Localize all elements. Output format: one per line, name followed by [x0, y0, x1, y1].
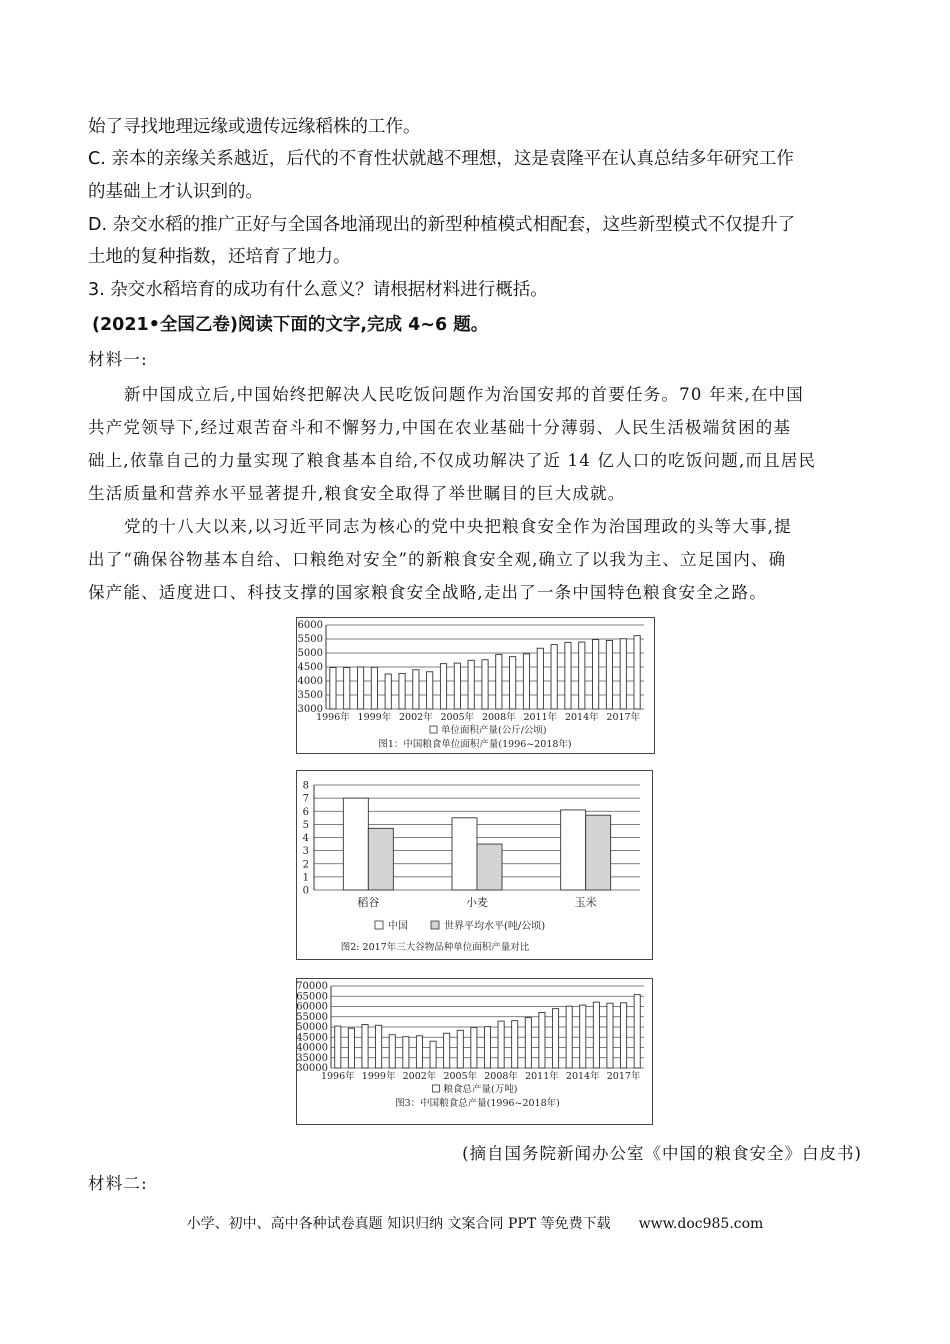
- y-tick-label: 2: [302, 859, 309, 871]
- footer-text: 小学、初中、高中各种试卷真题 知识归纳 文案合同 PPT 等免费下载: [186, 1216, 611, 1232]
- bar: [634, 995, 640, 1068]
- x-tick-label: 1996年: [316, 712, 350, 723]
- chart-caption: 图1：中国粮食单位面积产量(1996~2018年): [378, 739, 572, 750]
- x-tick-label: 小麦: [466, 896, 488, 909]
- bar: [551, 645, 557, 709]
- bar: [579, 642, 585, 709]
- bar: [482, 660, 488, 709]
- x-tick-label: 1999年: [357, 712, 392, 723]
- bar: [454, 663, 460, 709]
- bar: [512, 1021, 518, 1068]
- bar: [330, 668, 336, 709]
- bar: [427, 672, 433, 709]
- bar: [403, 1037, 409, 1068]
- legend-label: 中国: [388, 921, 408, 932]
- exam-heading: (2021•全国乙卷)阅读下面的文字,完成 4~6 题。: [92, 315, 489, 335]
- bar: [565, 642, 571, 709]
- y-tick-label: 35000: [297, 1052, 328, 1064]
- bar: [496, 654, 502, 709]
- legend-swatch: [431, 921, 439, 929]
- y-tick-label: 50000: [297, 1022, 328, 1033]
- bar: [607, 1003, 613, 1068]
- bar: [440, 664, 446, 709]
- y-tick-label: 55000: [297, 1011, 328, 1023]
- y-tick-label: 60000: [297, 1001, 328, 1013]
- x-tick-label: 2017年: [606, 712, 641, 723]
- bar: [413, 670, 419, 709]
- bar: [416, 1036, 422, 1068]
- y-tick-label: 65000: [297, 991, 328, 1003]
- bar: [537, 648, 543, 709]
- x-tick-label: 2002年: [402, 1071, 437, 1082]
- source-citation: (摘自国务院新闻办公室《中国的粮食安全》白皮书): [462, 1144, 862, 1163]
- para-1-line-1: 新中国成立后,中国始终把解决人民吃饭问题作为治国安邦的首要任务。70 年来,在中国: [124, 385, 804, 404]
- bar: [580, 1005, 586, 1068]
- y-tick-label: 4500: [297, 662, 323, 673]
- bar: [606, 640, 612, 709]
- y-tick-label: 5500: [297, 634, 323, 645]
- bar: [471, 1027, 477, 1068]
- x-tick-label: 2005年: [443, 1071, 478, 1082]
- x-tick-label: 2011年: [523, 712, 558, 723]
- x-tick-label: 稻谷: [357, 896, 380, 909]
- bar: [566, 1006, 572, 1068]
- bar: [620, 639, 626, 709]
- legend-swatch: [430, 726, 437, 733]
- option-d-line-2: 土地的复种指数，还培育了地力。: [88, 247, 351, 267]
- bar: [484, 1027, 490, 1068]
- chart-2: [297, 771, 652, 959]
- page-footer: [0, 1213, 950, 1233]
- y-tick-label: 7: [302, 793, 309, 805]
- legend-label: 单位面积产量(公斤/公顷): [441, 725, 547, 736]
- bar: [357, 667, 363, 709]
- bar: [468, 660, 474, 709]
- x-tick-label: 玉米: [574, 896, 597, 909]
- bar: [335, 1026, 341, 1068]
- chart-2-frame: [296, 770, 653, 960]
- y-tick-label: 70000: [297, 981, 328, 992]
- bar: [389, 1035, 395, 1068]
- y-tick-label: 40000: [297, 1042, 328, 1054]
- question-3: 3. 杂交水稻培育的成功有什么意义？请根据材料进行概括。: [88, 280, 548, 300]
- para-2-line-1: 党的十八大以来,以习近平同志为核心的党中央把粮食安全作为治国理政的头等大事,提: [124, 517, 792, 536]
- bar: [444, 1033, 450, 1068]
- bar: [523, 654, 529, 709]
- bar: [621, 1003, 627, 1068]
- text-line-1: 始了寻找地理远缘或遗传远缘稻株的工作。: [88, 117, 421, 137]
- bar: [348, 1028, 354, 1068]
- para-1-line-3: 础上,依靠自己的力量实现了粮食基本自给,不仅成功解决了近 14 亿人口的吃饭问题,而且居民: [88, 451, 817, 470]
- para-2-line-2: 出了“确保谷物基本自给、口粮绝对安全”的新粮食安全观,确立了以我为主、立足国内、确: [88, 550, 787, 569]
- x-tick-label: 2014年: [564, 712, 599, 723]
- bar: [586, 815, 611, 890]
- y-tick-label: 5000: [297, 648, 323, 659]
- y-tick-label: 3500: [297, 690, 323, 701]
- chart-caption: 图2: 2017年三大谷物品种单位面积产量对比: [340, 942, 530, 953]
- material-1-label: 材料一:: [88, 350, 148, 369]
- para-1-line-2: 共产党领导下,经过艰苦奋斗和不懈努力,中国在农业基础十分薄弱、人民生活极端贫困的基: [88, 418, 792, 437]
- chart-3: [297, 979, 652, 1124]
- para-2-line-3: 保产能、适度进口、科技支撑的国家粮食安全战略,走出了一条中国特色粮食安全之路。: [88, 583, 768, 602]
- x-tick-label: 1999年: [361, 1071, 396, 1082]
- y-tick-label: 8: [302, 780, 309, 792]
- chart-3-frame: [296, 978, 653, 1125]
- chart-caption: 图3：中国粮食总产量(1996~2018年): [395, 1098, 560, 1109]
- y-tick-label: 6000: [297, 620, 323, 631]
- bar: [498, 1021, 504, 1068]
- bar: [376, 1025, 382, 1068]
- y-tick-label: 3000: [297, 704, 323, 715]
- y-tick-label: 6: [302, 806, 309, 818]
- bar: [430, 1041, 436, 1068]
- bar: [525, 1017, 531, 1068]
- bar: [371, 667, 377, 709]
- x-tick-label: 2014年: [565, 1071, 600, 1082]
- bar: [510, 657, 516, 709]
- para-1-line-4: 生活质量和营养水平显著提升,粮食安全取得了举世瞩目的巨大成就。: [88, 484, 626, 503]
- bar: [477, 844, 502, 890]
- legend-swatch: [433, 1085, 440, 1092]
- legend-label: 粮食总产量(万吨): [443, 1084, 518, 1095]
- y-tick-label: 5: [302, 819, 309, 831]
- bar: [457, 1030, 463, 1068]
- bar: [552, 1009, 558, 1068]
- y-tick-label: 4: [302, 833, 309, 844]
- bar: [539, 1012, 545, 1068]
- x-tick-label: 1996年: [320, 1071, 355, 1082]
- x-tick-label: 2011年: [525, 1071, 559, 1082]
- x-tick-label: 2005年: [440, 712, 475, 723]
- x-tick-label: 2002年: [399, 712, 433, 723]
- legend-label: 世界平均水平(吨/公顷): [444, 921, 546, 932]
- x-tick-label: 2008年: [481, 712, 516, 723]
- option-d-line-1: D. 杂交水稻的推广正好与全国各地涌现出的新型种植模式相配套，这些新型模式不仅提升了: [88, 215, 796, 235]
- x-tick-label: 2008年: [484, 1071, 518, 1082]
- y-tick-label: 1: [302, 872, 309, 884]
- chart-1-frame: [296, 617, 655, 754]
- legend-swatch: [375, 921, 383, 929]
- chart-1: [297, 618, 654, 753]
- bar: [385, 674, 391, 709]
- bar: [592, 640, 598, 709]
- y-tick-label: 4000: [297, 676, 323, 687]
- material-2-label: 材料二:: [88, 1174, 148, 1193]
- x-tick-label: 2017年: [606, 1071, 641, 1082]
- option-c-line-1: C. 亲本的亲缘关系越近，后代的不育性状就越不理想，这是袁隆平在认真总结多年研究工作: [88, 149, 794, 169]
- option-c-line-2: 的基础上才认识到的。: [88, 182, 263, 202]
- bar: [362, 1024, 368, 1068]
- bar: [593, 1002, 599, 1068]
- bar: [368, 828, 393, 890]
- bar: [399, 673, 405, 709]
- bar: [452, 818, 477, 890]
- bar: [343, 798, 368, 890]
- y-tick-label: 0: [302, 885, 309, 897]
- bar: [561, 810, 586, 890]
- bar: [634, 636, 640, 709]
- y-tick-label: 30000: [297, 1063, 328, 1074]
- bar: [344, 668, 350, 709]
- footer-url: www.doc985.com: [638, 1216, 764, 1232]
- y-tick-label: 45000: [297, 1032, 328, 1044]
- y-tick-label: 3: [302, 846, 309, 858]
